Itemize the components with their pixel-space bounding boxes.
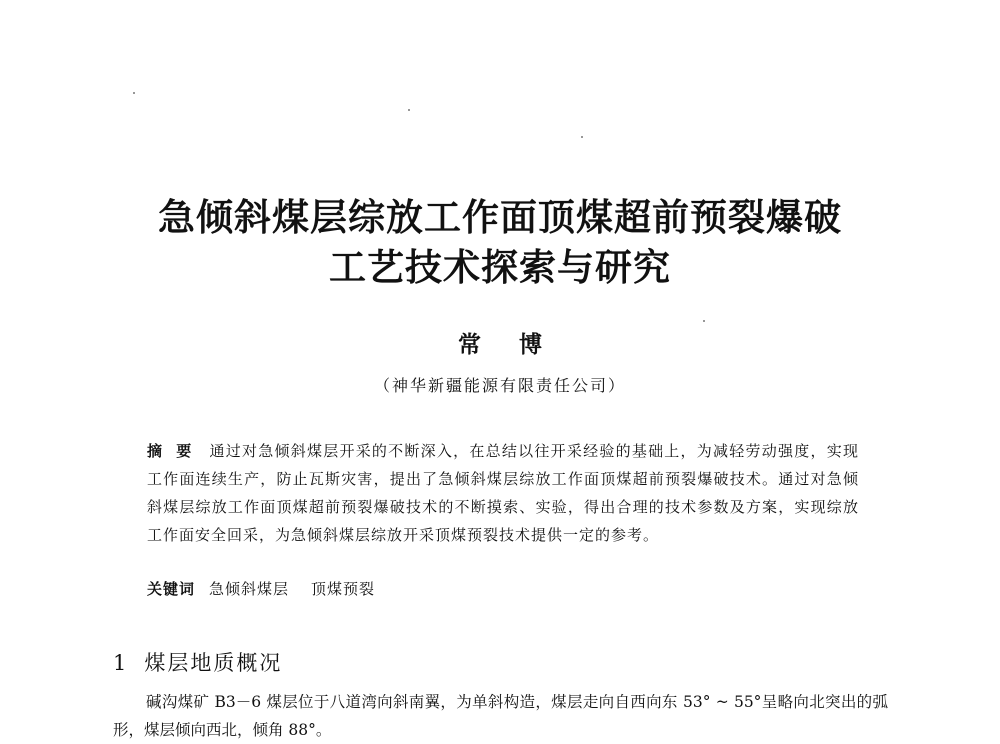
author-name: 常博	[458, 332, 580, 358]
scan-speck	[703, 320, 705, 322]
abstract	[147, 437, 859, 549]
section-number: 1	[113, 651, 129, 675]
section-title: 煤层地质概况	[144, 651, 283, 675]
section-paragraph: 碱沟煤矿 B3－6 煤层位于八道湾向斜南翼，为单斜构造，煤层走向自西向东 53° ~ 55°呈略向北突出的弧形，煤层倾向西北，倾角 88°。	[113, 693, 888, 739]
section-heading	[113, 647, 282, 677]
keyword-item: 急倾斜煤层	[209, 580, 290, 598]
scan-speck	[581, 136, 583, 138]
keyword-item: 顶煤预裂	[311, 580, 376, 598]
paper-title-line-2: 工艺技术探索与研究	[329, 246, 671, 289]
scan-speck	[408, 109, 410, 111]
author-affiliation: （神华新疆能源有限责任公司）	[373, 376, 626, 395]
keywords-label: 关键词	[147, 580, 196, 598]
scan-speck	[133, 92, 135, 94]
abstract-text: 通过对急倾斜煤层开采的不断深入，在总结以往开采经验的基础上，为减轻劳动强度，实现工作面连续生产，防止瓦斯灾害，提出了急倾斜煤层综放工作面顶煤超前预裂爆破技术。通过对急倾斜煤层综放工作面顶煤超前预裂爆破技术的不断摸索、实验，得出合理的技术参数及方案，实现综放工作面安全回采，为急倾斜煤层综放开采顶煤预裂技术提供一定的参考。	[147, 442, 859, 544]
abstract-label: 摘要	[147, 442, 206, 460]
keywords	[147, 578, 397, 599]
paper-title-line-1: 急倾斜煤层综放工作面顶煤超前预裂爆破	[158, 196, 842, 239]
